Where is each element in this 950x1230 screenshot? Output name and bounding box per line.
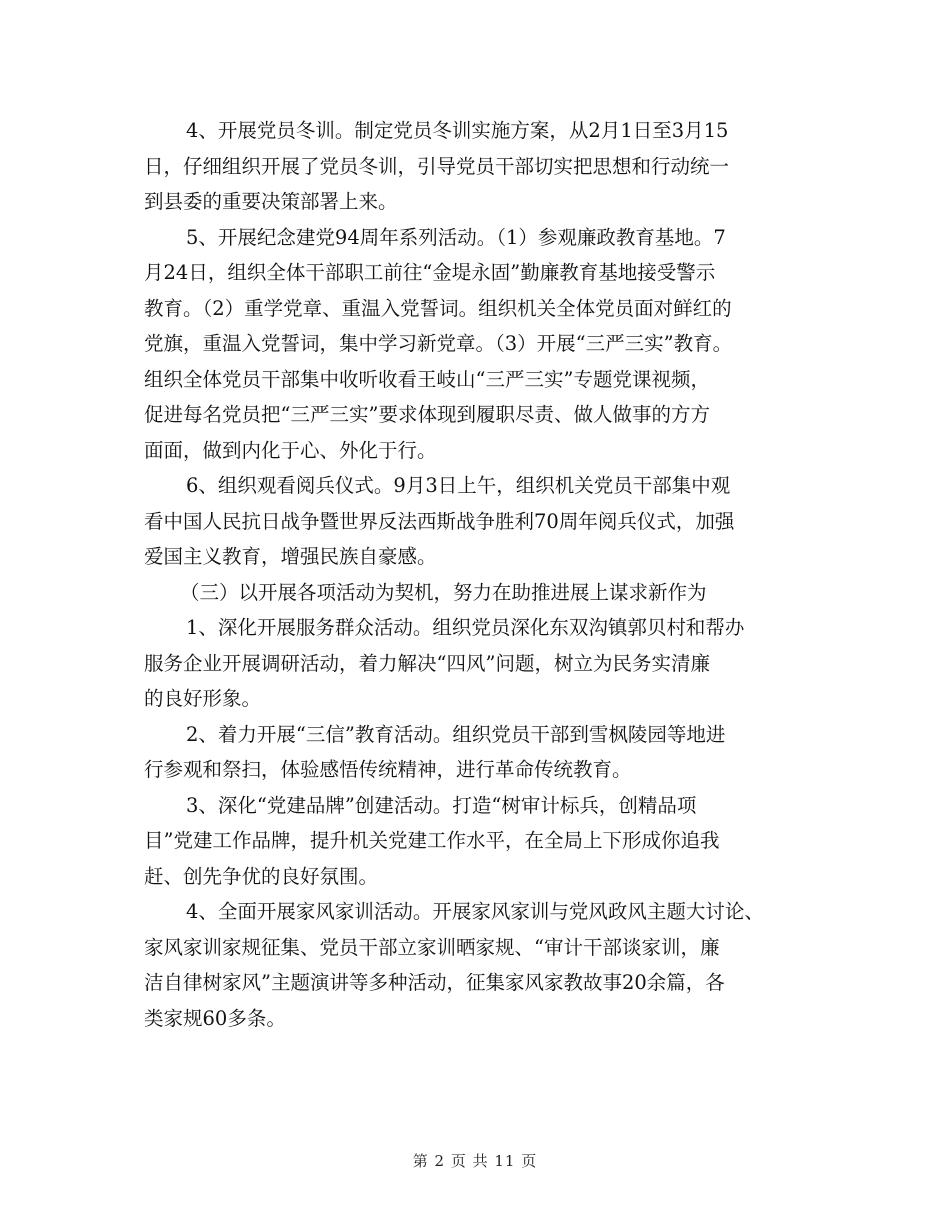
text-line: 面面，做到内化于心、外化于行。 bbox=[144, 438, 437, 462]
text-line: 4、全面开展家风家训活动。开展家风家训与党风政风主题大讨论、 bbox=[186, 900, 764, 923]
text-line: 党旗，重温入党誓词，集中学习新党章。（3）开展“三严三实”教育。 bbox=[144, 332, 733, 355]
text-line: 爱国主义教育，增强民族自豪感。 bbox=[144, 545, 437, 568]
text-line: 1、深化开展服务群众活动。组织党员深化东双沟镇郭贝村和帮办 bbox=[186, 616, 745, 639]
text-line: 组织全体党员干部集中收听收看王岐山“三严三实”专题党课视频， bbox=[144, 367, 710, 391]
paragraph-party-anniversary-activities bbox=[144, 220, 809, 469]
text-line: 2、着力开展“三信”教育活动。组织党员干部到雪枫陵园等地进 bbox=[186, 722, 726, 746]
paragraph-three-beliefs bbox=[144, 717, 809, 788]
text-line: 的良好形象。 bbox=[144, 687, 262, 710]
text-line: 目”党建工作品牌，提升机关党建工作水平，在全局上下形成你追我 bbox=[144, 829, 720, 852]
text-line: 赶、创先争优的良好氛围。 bbox=[144, 864, 379, 888]
text-line: 教育。（2）重学党章、重温入党誓词。组织机关全体党员面对鲜红的 bbox=[144, 296, 732, 320]
text-line: 洁自律树家风”主题演讲等多种活动，征集家风家教故事20余篇，各 bbox=[144, 971, 725, 994]
text-line: 看中国人民抗日战争暨世界反法西斯战争胜利70周年阅兵仪式，加强 bbox=[144, 509, 735, 533]
section-heading-text: （三）以开展各项活动为契机，努力在助推进展上谋求新作为 bbox=[180, 580, 707, 604]
text-line: 日，仔细组织开展了党员冬训，引导党员干部切实把思想和行动统一 bbox=[144, 154, 730, 178]
paragraph-military-parade bbox=[144, 468, 809, 575]
paragraph-family-traditions bbox=[144, 894, 809, 1036]
text-line: 促进每名党员把“三严三实”要求体现到履职尽责、做人做事的方方 bbox=[144, 403, 710, 426]
paragraph-serve-masses bbox=[144, 610, 809, 717]
text-line: 6、组织观看阅兵仪式。9月3日上午，组织机关党员干部集中观 bbox=[186, 474, 731, 497]
text-line: 类家规60多条。 bbox=[144, 1006, 286, 1030]
text-line: 行参观和祭扫，体验感悟传统精神，进行革命传统教育。 bbox=[144, 758, 632, 781]
text-line: 月24日，组织全体干部职工前往“金堤永固”勤廉教育基地接受警示 bbox=[144, 261, 716, 284]
text-line: 家风家训家规征集、党员干部立家训晒家规、“审计干部谈家训，廉 bbox=[144, 935, 720, 959]
document-body bbox=[144, 113, 809, 1036]
page-number-footer: 第 2 页 共 11 页 bbox=[412, 1152, 538, 1170]
text-line: 到县委的重要决策部署上来。 bbox=[144, 190, 398, 213]
text-line: 5、开展纪念建党94周年系列活动。（1）参观廉政教育基地。7 bbox=[186, 225, 726, 249]
text-line: 服务企业开展调研活动，着力解决“四风”问题，树立为民务实清廉 bbox=[144, 651, 710, 675]
paragraph-party-winter-training bbox=[144, 113, 809, 220]
text-line: 3、深化“党建品牌”创建活动。打造“树审计标兵，创精品项 bbox=[186, 793, 697, 817]
paragraph-party-brand bbox=[144, 788, 809, 895]
text-line: 4、开展党员冬训。制定党员冬训实施方案，从2月1日至3月15 bbox=[186, 119, 729, 142]
section-heading bbox=[144, 575, 809, 611]
